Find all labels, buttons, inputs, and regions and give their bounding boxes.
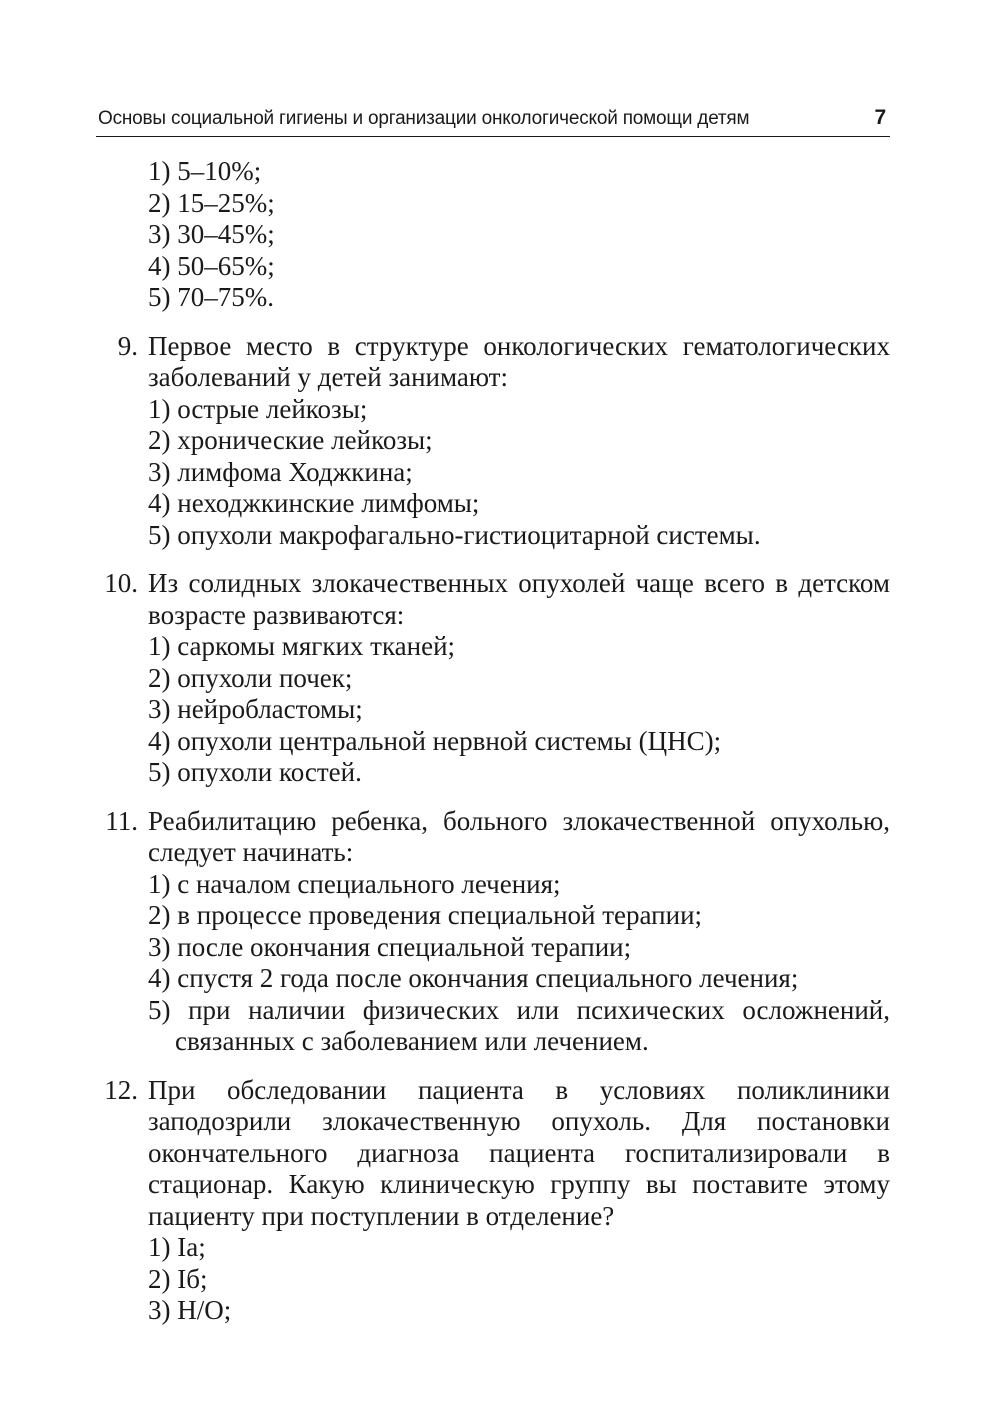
question-number: 10. — [104, 568, 138, 598]
question-text: При обследовании пациента в условиях поликлиники заподозрили злокачественную опухоль. Для постановки окончательного диагноза пациента госпитализировали в стационар. Какую клиническую группу вы поставите этому пациенту при поступлении в отделение? — [148, 1074, 890, 1231]
question-10 — [96, 568, 890, 789]
answer-options — [96, 394, 890, 552]
question-9 — [96, 331, 890, 552]
page-number: 7 — [874, 106, 886, 129]
answer-option: 5) опухоли макрофагально-гистиоцитарной системы. — [148, 519, 761, 550]
answer-option: 1) Iа; — [148, 1232, 206, 1262]
answer-option: 4) спустя 2 года после окончания специального лечения; — [148, 963, 799, 993]
question-11 — [96, 806, 890, 1058]
question-12 — [96, 1075, 890, 1327]
question-text: Первое место в структуре онкологических гематологических заболеваний у детей занимают: — [148, 330, 890, 392]
answer-option: 1) острые лейкозы; — [148, 393, 368, 424]
question-number: 9. — [117, 330, 138, 361]
answer-option: 2) хронические лейкозы; — [148, 425, 433, 455]
answer-option: 2) Iб; — [148, 1263, 208, 1294]
answer-option: 2) 15–25%; — [148, 187, 275, 218]
answer-option: 3) 30–45%; — [148, 219, 275, 249]
answer-option: 4) опухоли центральной нервной системы (ЦНС); — [148, 725, 722, 756]
running-head — [96, 104, 890, 137]
answer-option: 2) опухоли почек; — [148, 662, 353, 693]
question-text: Из солидных злокачественных опухолей чаще всего в детском возрасте развиваются: — [148, 568, 890, 630]
answer-option: 1) 5–10%; — [148, 156, 262, 186]
answer-option: 5) при наличии физических или психических осложнений, связанных с заболеванием или лечением. — [148, 994, 890, 1056]
answer-option: 1) с началом специального лечения; — [148, 868, 561, 899]
continued-options-list — [96, 156, 890, 314]
answer-option: 3) лимфома Ходжкина; — [148, 456, 413, 487]
question-text: Реабилитацию ребенка, больного злокачественной опухолью, следует начинать: — [148, 805, 890, 867]
answer-option: 5) опухоли костей. — [148, 757, 362, 787]
answer-option: 4) 50–65%; — [148, 250, 275, 281]
answer-option: 4) неходжкинские лимфомы; — [148, 488, 480, 518]
question-number: 11. — [105, 805, 138, 836]
answer-option: 5) 70–75%. — [148, 282, 274, 312]
answer-options — [96, 1232, 890, 1327]
answer-options — [96, 869, 890, 1058]
answer-option: 2) в процессе проведения специальной терапии; — [148, 900, 703, 930]
answer-option: 1) саркомы мягких тканей; — [148, 631, 456, 661]
answer-option: 3) нейробластомы; — [148, 694, 363, 724]
running-head-title: Основы социальной гигиены и организации онкологической помощи детям — [98, 108, 750, 129]
answer-option: 3) после окончания специальной терапии; — [148, 931, 632, 962]
question-number: 12. — [104, 1074, 138, 1105]
answer-option: 3) Н/О; — [148, 1295, 232, 1325]
answer-options — [96, 631, 890, 789]
page-content — [96, 156, 890, 1327]
